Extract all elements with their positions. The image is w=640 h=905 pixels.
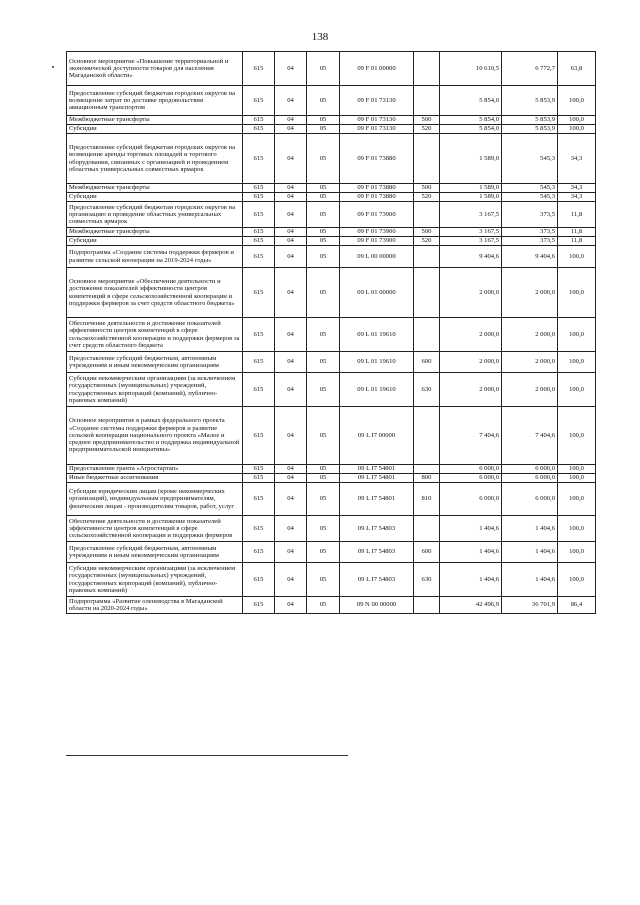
plan-amount: 3 167,5 (440, 228, 502, 237)
plan-amount: 3 167,5 (440, 237, 502, 246)
section-code: 04 (275, 86, 307, 116)
subsection-code: 05 (307, 202, 340, 228)
ministry-code: 615 (243, 125, 275, 134)
expense-type-code: 520 (414, 237, 440, 246)
target-article-code: 09 L I7 00000 (340, 407, 414, 465)
section-code: 04 (275, 465, 307, 474)
table-row (67, 125, 596, 134)
execution-percent: 100,0 (558, 465, 596, 474)
table-row (67, 465, 596, 474)
subsection-code: 05 (307, 597, 340, 614)
section-code: 04 (275, 407, 307, 465)
expense-type-code: 500 (414, 228, 440, 237)
expense-type-code: 600 (414, 542, 440, 563)
row-name: Основное мероприятие «Повышение территориальной и экономической доступности товаров для населения Магаданской области» (67, 52, 243, 86)
table-row (67, 202, 596, 228)
table-row (67, 318, 596, 352)
target-article-code: 09 F 01 73880 (340, 193, 414, 202)
actual-amount: 9 404,6 (502, 246, 558, 268)
ministry-code: 615 (243, 597, 275, 614)
page-number: 138 (311, 31, 329, 43)
execution-percent: 100,0 (558, 407, 596, 465)
plan-amount: 1 589,0 (440, 184, 502, 193)
target-article-code: 09 L I7 54801 (340, 474, 414, 483)
subsection-code: 05 (307, 474, 340, 483)
actual-amount: 7 404,6 (502, 407, 558, 465)
table-row (67, 407, 596, 465)
table-row (67, 228, 596, 237)
row-name: Обеспечение деятельности и достижение показателей эффективности центров компетенций в сфере сельскохозяйственной кооперации и поддержки фермеров (67, 516, 243, 542)
table-row (67, 268, 596, 318)
target-article-code: 09 L 00 00000 (340, 246, 414, 268)
actual-amount: 545,3 (502, 184, 558, 193)
section-code: 04 (275, 134, 307, 184)
target-article-code: 09 L I7 54803 (340, 516, 414, 542)
section-code: 04 (275, 193, 307, 202)
plan-amount: 6 000,0 (440, 483, 502, 516)
plan-amount: 9 404,6 (440, 246, 502, 268)
expense-type-code (414, 597, 440, 614)
table-row (67, 237, 596, 246)
subsection-code: 05 (307, 268, 340, 318)
expense-type-code (414, 52, 440, 86)
execution-percent: 100,0 (558, 474, 596, 483)
section-code: 04 (275, 228, 307, 237)
table-row (67, 373, 596, 407)
plan-amount: 2 000,0 (440, 268, 502, 318)
actual-amount: 2 000,0 (502, 373, 558, 407)
execution-percent: 100,0 (558, 563, 596, 597)
subsection-code: 05 (307, 407, 340, 465)
actual-amount: 2 000,0 (502, 352, 558, 373)
target-article-code: 09 L I7 54803 (340, 542, 414, 563)
expense-type-code (414, 268, 440, 318)
section-code: 04 (275, 474, 307, 483)
row-name: Предоставление субсидий бюджетам городских округов на возмещение аренды торговых площадей и торгового оборудования, связанных с организацией и проведением областных универсальных совместных ярмарок (67, 134, 243, 184)
execution-percent: 100,0 (558, 373, 596, 407)
section-code: 04 (275, 268, 307, 318)
subsection-code: 05 (307, 542, 340, 563)
target-article-code: 09 L I7 54801 (340, 465, 414, 474)
actual-amount: 5 853,9 (502, 86, 558, 116)
budget-table (66, 51, 596, 614)
target-article-code: 09 F 01 73900 (340, 237, 414, 246)
section-code: 04 (275, 597, 307, 614)
row-name: Субсидии (67, 237, 243, 246)
row-name: Подпрограмма «Развитие оленеводства в Магаданской области на 2020-2024 годы» (67, 597, 243, 614)
execution-percent: 100,0 (558, 246, 596, 268)
plan-amount: 2 000,0 (440, 373, 502, 407)
execution-percent: 63,8 (558, 52, 596, 86)
table-row (67, 193, 596, 202)
execution-percent: 100,0 (558, 318, 596, 352)
execution-percent: 34,3 (558, 184, 596, 193)
plan-amount: 10 610,5 (440, 52, 502, 86)
row-name: Предоставление субсидий бюджетам городских округов на возмещение затрат по доставке продовольствия авиационным транспортом (67, 86, 243, 116)
plan-amount: 5 854,0 (440, 116, 502, 125)
target-article-code: 09 F 01 73880 (340, 184, 414, 193)
table-row (67, 116, 596, 125)
row-name: Предоставление гранта «Агростартап» (67, 465, 243, 474)
ministry-code: 615 (243, 86, 275, 116)
actual-amount: 2 000,0 (502, 318, 558, 352)
section-code: 04 (275, 563, 307, 597)
execution-percent: 100,0 (558, 483, 596, 516)
actual-amount: 5 853,9 (502, 116, 558, 125)
plan-amount: 1 589,0 (440, 134, 502, 184)
execution-percent: 100,0 (558, 86, 596, 116)
target-article-code: 09 L 01 19610 (340, 318, 414, 352)
actual-amount: 36 701,9 (502, 597, 558, 614)
table-row (67, 542, 596, 563)
section-code: 04 (275, 202, 307, 228)
table-row (67, 516, 596, 542)
table-row (67, 184, 596, 193)
subsection-code: 05 (307, 125, 340, 134)
subsection-code: 05 (307, 318, 340, 352)
ministry-code: 615 (243, 407, 275, 465)
expense-type-code: 810 (414, 483, 440, 516)
target-article-code: 09 L 01 19610 (340, 373, 414, 407)
actual-amount: 545,3 (502, 134, 558, 184)
actual-amount: 6 000,0 (502, 465, 558, 474)
section-code: 04 (275, 237, 307, 246)
plan-amount: 1 404,6 (440, 563, 502, 597)
subsection-code: 05 (307, 228, 340, 237)
execution-percent: 34,3 (558, 193, 596, 202)
actual-amount: 373,5 (502, 202, 558, 228)
row-name: Основное мероприятие «Обеспечение деятельности и достижение показателей эффективности центров компетенций в сфере сельскохозяйственной кооперации и поддержки фермеров за счет средств областного бюджета» (67, 268, 243, 318)
ministry-code: 615 (243, 184, 275, 193)
plan-amount: 6 000,0 (440, 465, 502, 474)
execution-percent: 11,8 (558, 202, 596, 228)
table-body (67, 52, 596, 614)
row-name: Иные бюджетные ассигнования (67, 474, 243, 483)
execution-percent: 11,8 (558, 228, 596, 237)
ministry-code: 615 (243, 373, 275, 407)
ministry-code: 615 (243, 237, 275, 246)
target-article-code: 09 L I7 54801 (340, 483, 414, 516)
table-row (67, 352, 596, 373)
target-article-code: 09 F 01 73900 (340, 202, 414, 228)
actual-amount: 1 404,6 (502, 516, 558, 542)
section-code: 04 (275, 352, 307, 373)
row-name: Межбюджетные трансферты (67, 184, 243, 193)
section-code: 04 (275, 125, 307, 134)
expense-type-code (414, 134, 440, 184)
subsection-code: 05 (307, 465, 340, 474)
execution-percent: 11,8 (558, 237, 596, 246)
ministry-code: 615 (243, 542, 275, 563)
ministry-code: 615 (243, 563, 275, 597)
row-name: Субсидии (67, 193, 243, 202)
table-row (67, 483, 596, 516)
ministry-code: 615 (243, 483, 275, 516)
plan-amount: 1 404,6 (440, 516, 502, 542)
ministry-code: 615 (243, 268, 275, 318)
actual-amount: 5 853,9 (502, 125, 558, 134)
execution-percent: 100,0 (558, 125, 596, 134)
expense-type-code (414, 86, 440, 116)
row-name: Субсидии юридическим лицам (кроме некоммерческих организаций), индивидуальным предпринимателям, физическим лицам - производителям товаров, работ, услуг (67, 483, 243, 516)
target-article-code: 09 F 01 73130 (340, 125, 414, 134)
target-article-code: 09 F 01 00000 (340, 52, 414, 86)
subsection-code: 05 (307, 516, 340, 542)
ministry-code: 615 (243, 134, 275, 184)
row-name: Предоставление субсидий бюджетным, автономным учреждениям и иным некоммерческим организациям (67, 542, 243, 563)
expense-type-code: 500 (414, 116, 440, 125)
execution-percent: 86,4 (558, 597, 596, 614)
plan-amount: 6 000,0 (440, 474, 502, 483)
margin-dot (52, 66, 54, 68)
actual-amount: 1 404,6 (502, 563, 558, 597)
ministry-code: 615 (243, 246, 275, 268)
expense-type-code: 630 (414, 373, 440, 407)
section-code: 04 (275, 52, 307, 86)
plan-amount: 5 854,0 (440, 125, 502, 134)
plan-amount: 42 496,9 (440, 597, 502, 614)
ministry-code: 615 (243, 318, 275, 352)
actual-amount: 373,5 (502, 228, 558, 237)
subsection-code: 05 (307, 184, 340, 193)
plan-amount: 1 589,0 (440, 193, 502, 202)
expense-type-code: 520 (414, 193, 440, 202)
ministry-code: 615 (243, 202, 275, 228)
subsection-code: 05 (307, 373, 340, 407)
row-name: Межбюджетные трансферты (67, 116, 243, 125)
execution-percent: 34,3 (558, 134, 596, 184)
expense-type-code (414, 465, 440, 474)
row-name: Субсидии некоммерческим организациям (за исключением государственных (муниципальных) учреждений, государственных корпораций (компаний), публично-правовых компаний) (67, 563, 243, 597)
subsection-code: 05 (307, 86, 340, 116)
table-row (67, 597, 596, 614)
section-code: 04 (275, 373, 307, 407)
section-code: 04 (275, 116, 307, 125)
execution-percent: 100,0 (558, 116, 596, 125)
expense-type-code: 630 (414, 563, 440, 597)
ministry-code: 615 (243, 474, 275, 483)
subsection-code: 05 (307, 352, 340, 373)
plan-amount: 2 000,0 (440, 352, 502, 373)
row-name: Предоставление субсидий бюджетным, автономным учреждениям и иным некоммерческим организациям (67, 352, 243, 373)
expense-type-code: 520 (414, 125, 440, 134)
execution-percent: 100,0 (558, 268, 596, 318)
plan-amount: 7 404,6 (440, 407, 502, 465)
target-article-code: 09 L 01 00000 (340, 268, 414, 318)
expense-type-code: 800 (414, 474, 440, 483)
subsection-code: 05 (307, 563, 340, 597)
subsection-code: 05 (307, 134, 340, 184)
ministry-code: 615 (243, 228, 275, 237)
table-row (67, 474, 596, 483)
expense-type-code (414, 516, 440, 542)
execution-percent: 100,0 (558, 542, 596, 563)
section-code: 04 (275, 246, 307, 268)
row-name: Межбюджетные трансферты (67, 228, 243, 237)
actual-amount: 545,3 (502, 193, 558, 202)
actual-amount: 6 000,0 (502, 474, 558, 483)
ministry-code: 615 (243, 516, 275, 542)
execution-percent: 100,0 (558, 352, 596, 373)
expense-type-code (414, 246, 440, 268)
section-code: 04 (275, 516, 307, 542)
section-code: 04 (275, 542, 307, 563)
subsection-code: 05 (307, 193, 340, 202)
row-name: Субсидии некоммерческим организациям (за исключением государственных (муниципальных) учреждений, государственных корпораций (компаний), публично-правовых компаний) (67, 373, 243, 407)
execution-percent: 100,0 (558, 516, 596, 542)
row-name: Предоставление субсидий бюджетам городских округов на организацию и проведение областных универсальных совместных ярмарок (67, 202, 243, 228)
target-article-code: 09 L I7 54803 (340, 563, 414, 597)
target-article-code: 09 F 01 73130 (340, 116, 414, 125)
ministry-code: 615 (243, 116, 275, 125)
row-name: Подпрограмма «Создание системы поддержки фермеров и развитие сельской кооперации на 2019-2024 годы» (67, 246, 243, 268)
table-row (67, 134, 596, 184)
expense-type-code (414, 318, 440, 352)
section-code: 04 (275, 318, 307, 352)
expense-type-code: 600 (414, 352, 440, 373)
ministry-code: 615 (243, 352, 275, 373)
ministry-code: 615 (243, 465, 275, 474)
plan-amount: 5 854,0 (440, 86, 502, 116)
ministry-code: 615 (243, 52, 275, 86)
target-article-code: 09 F 01 73880 (340, 134, 414, 184)
expense-type-code (414, 202, 440, 228)
section-code: 04 (275, 184, 307, 193)
subsection-code: 05 (307, 116, 340, 125)
target-article-code: 09 L 01 19610 (340, 352, 414, 373)
table-row (67, 563, 596, 597)
plan-amount: 2 000,0 (440, 318, 502, 352)
table-row (67, 246, 596, 268)
ministry-code: 615 (243, 193, 275, 202)
subsection-code: 05 (307, 483, 340, 516)
actual-amount: 1 404,6 (502, 542, 558, 563)
expense-type-code: 500 (414, 184, 440, 193)
footer-divider (66, 755, 348, 756)
table-row (67, 86, 596, 116)
row-name: Субсидии (67, 125, 243, 134)
subsection-code: 05 (307, 52, 340, 86)
actual-amount: 6 772,7 (502, 52, 558, 86)
section-code: 04 (275, 483, 307, 516)
subsection-code: 05 (307, 246, 340, 268)
table-row (67, 52, 596, 86)
subsection-code: 05 (307, 237, 340, 246)
plan-amount: 1 404,6 (440, 542, 502, 563)
expense-type-code (414, 407, 440, 465)
row-name: Обеспечение деятельности и достижение показателей эффективности центров компетенций в сфере сельскохозяйственной кооперации и поддержки фермеров за счет средств областного бюджета (67, 318, 243, 352)
plan-amount: 3 167,5 (440, 202, 502, 228)
actual-amount: 6 000,0 (502, 483, 558, 516)
target-article-code: 09 N 00 00000 (340, 597, 414, 614)
actual-amount: 2 000,0 (502, 268, 558, 318)
row-name: Основное мероприятие в рамках федерального проекта «Создание системы поддержки фермеров и развитие сельской кооперации национального проекта «Малое и среднее предпринимательство и поддержка индивидуальной предпринимательской инициативы» (67, 407, 243, 465)
target-article-code: 09 F 01 73130 (340, 86, 414, 116)
target-article-code: 09 F 01 73900 (340, 228, 414, 237)
actual-amount: 373,5 (502, 237, 558, 246)
